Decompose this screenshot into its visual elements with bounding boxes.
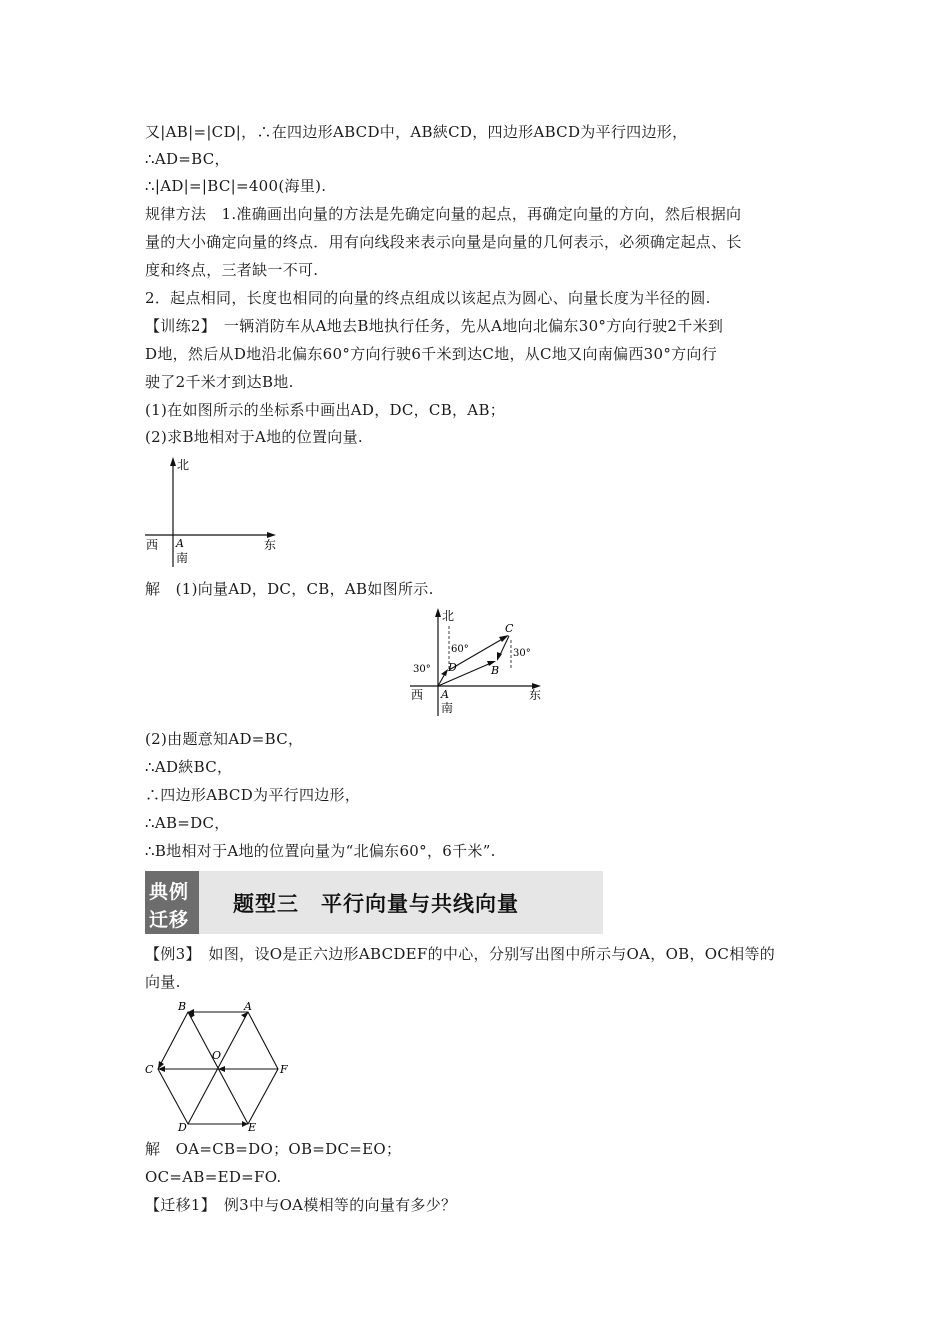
- vertex-E-label: E: [248, 1121, 257, 1132]
- point-C-label: C: [505, 622, 514, 635]
- vertex-A-label: A: [244, 1000, 252, 1013]
- text-line: 量的大小确定向量的终点．用有向线段来表示向量是向量的几何表示，必须确定起点、长: [145, 233, 742, 251]
- vector-figure: [405, 606, 550, 718]
- text-line: 解 OA=CB=DO；OB=DC=EO；: [145, 1140, 402, 1158]
- vertex-F-label: F: [280, 1063, 288, 1076]
- text-line: ∴AD=BC，: [145, 150, 230, 168]
- banner-tag: [145, 871, 199, 934]
- text-line: ∴|AD|=|BC|=400(海里).: [145, 177, 327, 195]
- vector-AD-head: [441, 669, 448, 676]
- north-label: 北: [442, 609, 455, 623]
- text-line: 规律方法 1.准确画出向量的方法是先确定向量的起点，再确定向量的方向，然后根据向: [145, 205, 742, 223]
- origin-label: A: [176, 537, 184, 550]
- hexagon-figure: [140, 997, 300, 1132]
- text-line: 度和终点，三者缺一不可.: [145, 261, 319, 279]
- section-banner: [145, 871, 603, 934]
- text-line: ∴AB=DC，: [145, 814, 230, 832]
- angle-30-right-label: 30°: [513, 648, 531, 659]
- south-label: 南: [441, 701, 454, 715]
- banner-tag-line2: 迁移: [149, 909, 190, 931]
- west-label: 西: [411, 688, 424, 702]
- text-line: 解 (1)向量AD，DC，CB，AB如图所示.: [145, 580, 434, 598]
- text-line: ∴AD綊BC，: [145, 758, 233, 776]
- text-line: 又|AB|=|CD|，∴在四边形ABCD中，AB綊CD，四边形ABCD为平行四边形，: [145, 123, 688, 141]
- text-line: 【训练2】 一辆消防车从A地去B地执行任务，先从A地向北偏东30°方向行驶2千米到: [145, 317, 724, 335]
- text-line: 2．起点相同，长度也相同的向量的终点组成以该起点为圆心、向量长度为半径的圆.: [145, 289, 711, 307]
- north-arrowhead: [170, 457, 176, 466]
- text-line: OC=AB=ED=FO.: [145, 1168, 282, 1186]
- text-line: ∴B地相对于A地的位置向量为“北偏东60°，6千米”.: [145, 842, 496, 860]
- text-line: (1)在如图所示的坐标系中画出AD，DC，CB，AB；: [145, 401, 506, 419]
- vertex-C-label: C: [145, 1063, 154, 1076]
- coordinate-figure-empty: [140, 455, 290, 570]
- vertex-B-label: B: [178, 1000, 187, 1013]
- text-line: 【迁移1】 例3中与OA模相等的向量有多少？: [145, 1196, 457, 1214]
- vertex-D-label: D: [178, 1121, 187, 1132]
- west-label: 西: [146, 538, 159, 552]
- center-O-label: O: [212, 1049, 222, 1062]
- section-title: 题型三 平行向量与共线向量: [233, 892, 519, 916]
- text-line: 向量.: [145, 973, 181, 991]
- text-line: (2)求B地相对于A地的位置向量.: [145, 428, 363, 446]
- east-label: 东: [264, 538, 277, 552]
- point-A-label: A: [441, 688, 449, 701]
- banner-tag-line1: 典例: [149, 881, 190, 903]
- east-label: 东: [529, 688, 542, 702]
- text-line: D地，然后从D地沿北偏东60°方向行驶6千米到达C地，从C地又向南偏西30°方向行: [145, 345, 718, 363]
- angle-60-label: 60°: [451, 644, 469, 655]
- north-arrowhead: [435, 608, 441, 617]
- angle-30-left-label: 30°: [413, 664, 431, 675]
- point-B-label: B: [491, 664, 500, 677]
- text-line: 驶了2千米才到达B地.: [145, 373, 294, 391]
- north-label: 北: [177, 458, 190, 472]
- south-label: 南: [176, 551, 189, 565]
- text-line: ∴四边形ABCD为平行四边形，: [145, 786, 361, 804]
- point-D-label: D: [448, 661, 457, 674]
- text-line: (2)由题意知AD=BC，: [145, 730, 304, 748]
- text-line: 【例3】 如图，设O是正六边形ABCDEF的中心，分别写出图中所示与OA，OB，OC相等的: [145, 945, 776, 963]
